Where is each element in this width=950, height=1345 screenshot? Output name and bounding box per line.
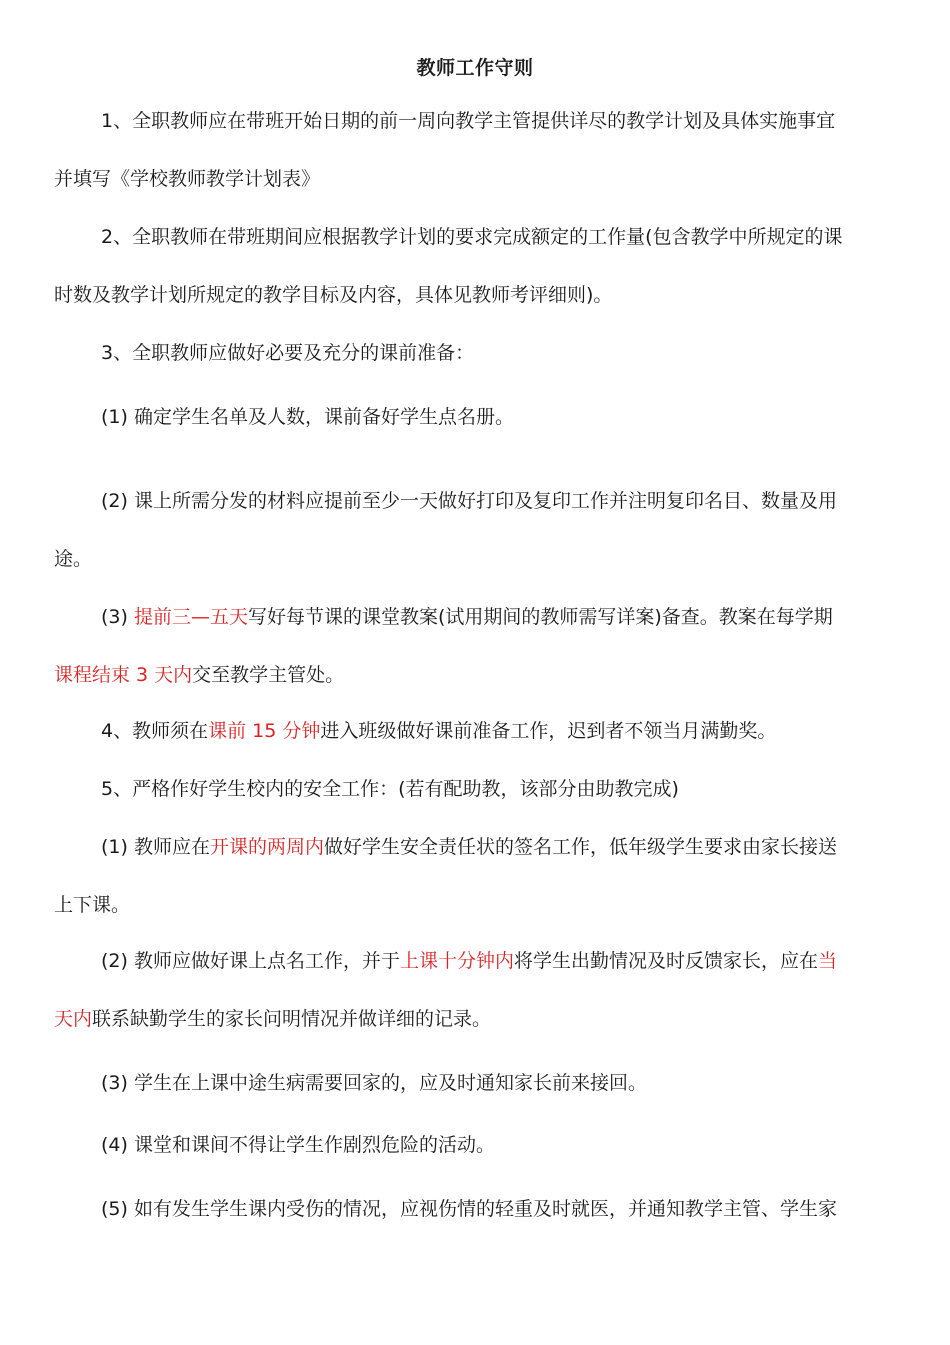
item-text: (2) 教师应做好课上点名工作，并于 xyxy=(101,950,400,972)
item-text: 做好学生安全责任状的签名工作，低年级学生要求由家长接送 xyxy=(323,836,837,858)
item-text: (1) 教师应在 xyxy=(101,836,210,858)
highlight-text: 课程结束 3 天内 xyxy=(54,664,193,686)
rule-5-heading: 5、严格作好学生校内的安全工作：(若有配助教，该部分由助教完成) xyxy=(101,778,679,800)
rule-5-item-2-line-1 xyxy=(101,948,950,974)
rule-2-line-1: 2、全职教师在带班期间应根据教学计划的要求完成额定的工作量(包含教学中所规定的课 xyxy=(101,226,843,248)
item-text: 交至教学主管处。 xyxy=(192,664,345,686)
rule-5-item-1-line-1 xyxy=(101,834,950,860)
highlight-text: 当 xyxy=(818,950,838,972)
item-text: 将学生出勤情况及时反馈家长，应在 xyxy=(513,950,818,972)
rule-3-heading: 3、全职教师应做好必要及充分的课前准备： xyxy=(101,342,475,364)
rule-5-item-5-line-1: (5) 如有发生学生课内受伤的情况，应视伤情的轻重及时就医，并通知教学主管、学生家 xyxy=(101,1198,837,1220)
rule-3-item-2-line-2: 途。 xyxy=(54,548,93,570)
document-title: 教师工作守则 xyxy=(416,57,534,79)
item-text: 4、教师须在 xyxy=(101,720,209,742)
rule-5-item-3: (3) 学生在上课中途生病需要回家的，应及时通知家长前来接回。 xyxy=(101,1072,647,1094)
highlight-text: 开课的两周内 xyxy=(209,836,324,858)
rule-3-item-3-line-1 xyxy=(101,604,950,630)
rule-2-line-2: 时数及教学计划所规定的教学目标及内容，具体见教师考评细则)。 xyxy=(54,284,613,306)
rule-3-item-1: (1) 确定学生名单及人数，课前备好学生点名册。 xyxy=(101,406,514,428)
highlight-text: 上课十分钟内 xyxy=(399,950,514,972)
item-text: 写好每节课的课堂教案(试用期间的教师需写详案)备查。教案在每学期 xyxy=(247,606,833,628)
highlight-text: 天内 xyxy=(54,1008,93,1030)
rule-3-item-3-line-2 xyxy=(54,662,904,688)
rule-5-item-4: (4) 课堂和课间不得让学生作剧烈危险的活动。 xyxy=(101,1134,495,1156)
highlight-text: 课前 15 分钟 xyxy=(208,720,321,742)
rule-5-item-1-line-2: 上下课。 xyxy=(54,894,131,916)
item-text: 进入班级做好课前准备工作，迟到者不领当月满勤奖。 xyxy=(320,720,777,742)
rule-5-item-2-line-2 xyxy=(54,1006,904,1032)
rule-1-line-1: 1、全职教师应在带班开始日期的前一周向教学主管提供详尽的教学计划及具体实施事宜 xyxy=(101,110,836,132)
highlight-text: 提前三—五天 xyxy=(133,606,248,628)
rule-4 xyxy=(101,718,950,744)
item-text: 联系缺勤学生的家长问明情况并做详细的记录。 xyxy=(92,1008,492,1030)
rule-3-item-2-line-1: (2) 课上所需分发的材料应提前至少一天做好打印及复印工作并注明复印名目、数量及用 xyxy=(101,490,837,512)
rule-1-line-2: 并填写《学校教师教学计划表》 xyxy=(54,168,321,190)
item-prefix: (3) xyxy=(101,606,134,628)
